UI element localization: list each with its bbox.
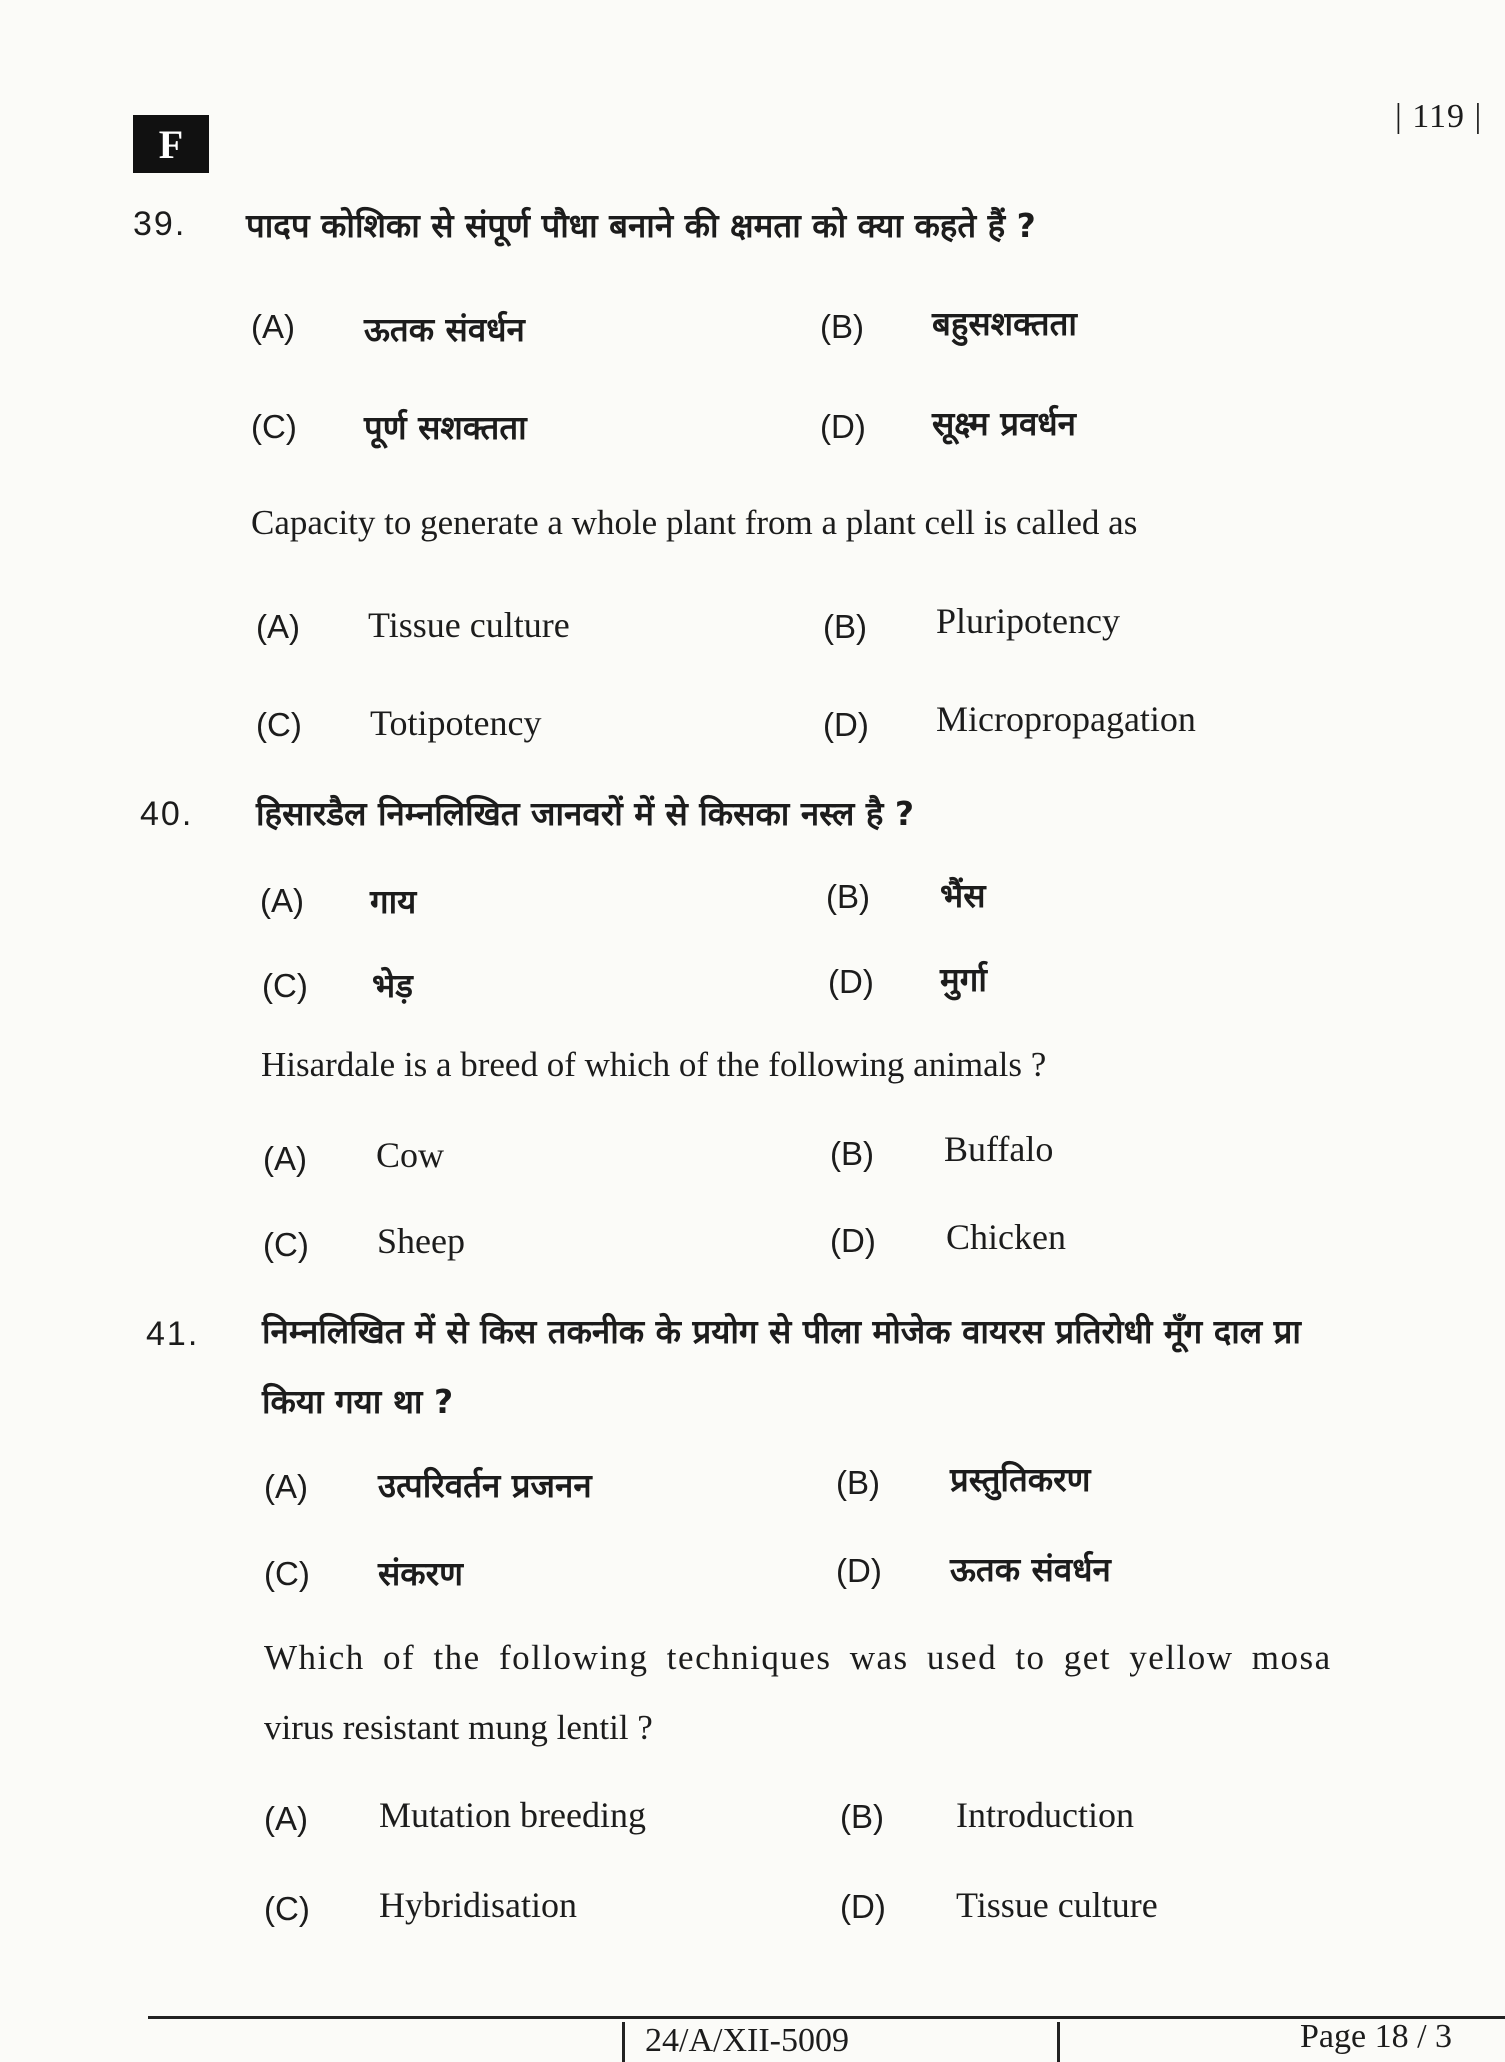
option-text-hindi: बहुसशक्तता [932, 304, 1077, 343]
option-text-hindi: सूक्ष्म प्रवर्धन [932, 404, 1076, 443]
option-text-english: Tissue culture [368, 605, 570, 645]
option-label: (C) [251, 408, 297, 445]
option-label: (A) [251, 308, 295, 345]
question-text-hindi: हिसारडैल निम्नलिखित जानवरों में से किसका नस्ल है ? [256, 794, 914, 833]
option-label: (C) [264, 1890, 310, 1927]
option-text-english: Buffalo [944, 1129, 1054, 1169]
question-text-hindi: किया गया था ? [262, 1382, 454, 1421]
page-number: | 119 | [1395, 98, 1483, 135]
option-label: (C) [256, 706, 302, 743]
option-text-hindi: प्रस्तुतिकरण [950, 1460, 1091, 1499]
option-text-english: Tissue culture [956, 1885, 1158, 1925]
option-text-hindi: ऊतक संवर्धन [950, 1550, 1111, 1589]
option-label: (D) [840, 1888, 886, 1925]
question-text-english: Hisardale is a breed of which of the following animals ? [261, 1045, 1047, 1084]
option-label: (A) [264, 1468, 308, 1505]
question-text-hindi: निम्नलिखित में से किस तकनीक के प्रयोग से पीला मोजेक वायरस प्रतिरोधी मूँग दाल प्रा [262, 1312, 1301, 1351]
question-number: 39. [133, 205, 187, 243]
option-label: (B) [830, 1135, 874, 1172]
question-text-english: Capacity to generate a whole plant from a plant cell is called as [251, 503, 1138, 542]
set-code-badge: F [133, 115, 209, 173]
option-label: (A) [256, 608, 300, 645]
option-label: (D) [828, 963, 874, 1000]
option-text-english: Totipotency [370, 703, 542, 743]
paper-code: 24/A/XII-5009 [622, 2022, 1060, 2062]
footer-page-number: Page 18 / 3 [1300, 2018, 1453, 2055]
option-label: (B) [826, 878, 870, 915]
option-label: (D) [836, 1552, 882, 1589]
option-label: (A) [260, 882, 304, 919]
question-text-hindi: पादप कोशिका से संपूर्ण पौधा बनाने की क्षमता को क्या कहते हैं ? [246, 206, 1036, 245]
option-label: (B) [823, 608, 867, 645]
option-label: (C) [264, 1555, 310, 1592]
option-label: (A) [263, 1140, 307, 1177]
question-text-english: virus resistant mung lentil ? [264, 1708, 653, 1747]
question-number: 40. [140, 795, 194, 833]
option-text-hindi: गाय [370, 882, 417, 921]
option-label: (B) [836, 1464, 880, 1501]
option-label: (D) [830, 1222, 876, 1259]
option-label: (C) [263, 1226, 309, 1263]
option-text-hindi: ऊतक संवर्धन [364, 310, 525, 349]
option-label: (D) [823, 706, 869, 743]
option-text-hindi: संकरण [378, 1554, 464, 1593]
option-text-english: Chicken [946, 1217, 1066, 1257]
option-text-english: Pluripotency [936, 601, 1120, 641]
option-text-english: Micropropagation [936, 699, 1196, 739]
option-text-english: Introduction [956, 1795, 1134, 1835]
option-label: (D) [820, 408, 866, 445]
option-text-english: Cow [376, 1135, 445, 1175]
option-text-hindi: मुर्गा [940, 960, 987, 999]
option-text-hindi: भेड़ [372, 966, 413, 1005]
question-number: 41. [146, 1315, 200, 1353]
option-text-hindi: पूर्ण सशक्तता [364, 408, 527, 447]
option-text-english: Hybridisation [379, 1885, 577, 1925]
option-label: (C) [262, 967, 308, 1004]
option-text-english: Mutation breeding [379, 1795, 646, 1835]
option-text-hindi: उत्परिवर्तन प्रजनन [378, 1466, 592, 1505]
question-text-english: Which of the following techniques was used to get yellow mosa [264, 1638, 1332, 1677]
option-text-hindi: भैंस [940, 876, 986, 915]
option-label: (A) [264, 1800, 308, 1837]
option-text-english: Sheep [377, 1221, 465, 1261]
option-label: (B) [840, 1798, 884, 1835]
option-label: (B) [820, 308, 864, 345]
